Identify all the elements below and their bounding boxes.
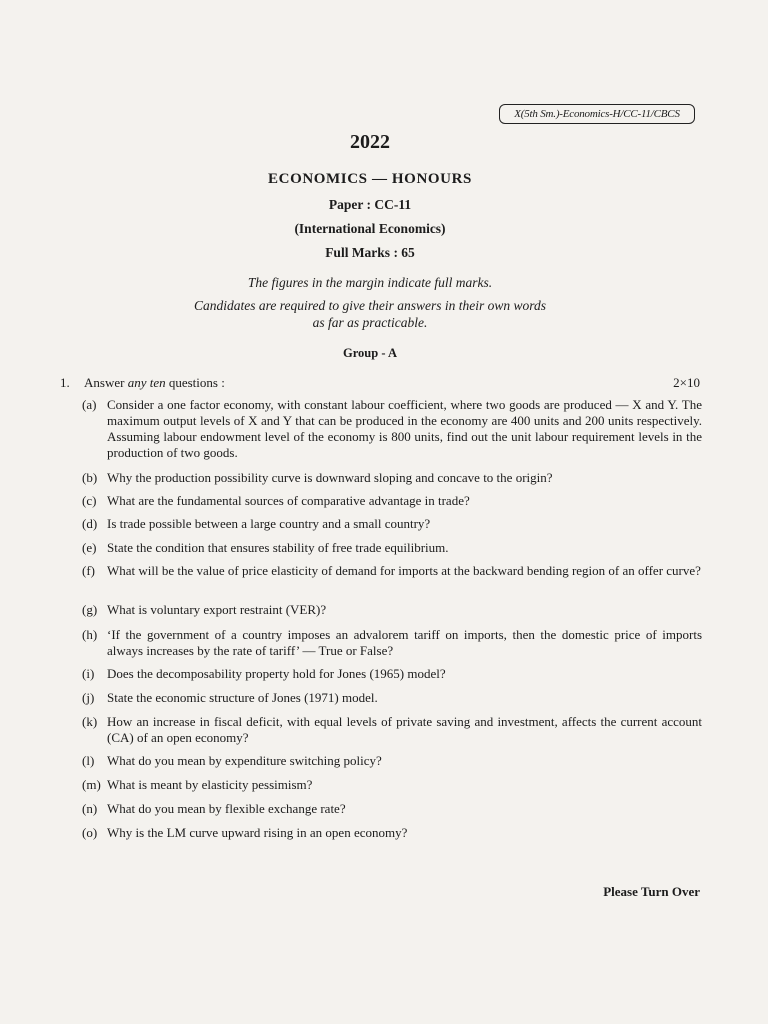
item-text: What will be the value of price elasticity of demand for imports at the backward bending region of an offer curve?: [107, 563, 701, 578]
question-number: 1.: [60, 375, 70, 390]
item-text: Is trade possible between a large country and a small country?: [107, 516, 431, 531]
item-label: (l): [82, 753, 95, 768]
full-marks: Full Marks : 65: [325, 245, 415, 260]
item-text: What do you mean by expenditure switching policy?: [107, 753, 382, 768]
question-item-g: [82, 602, 702, 618]
question-item-f: [82, 563, 702, 579]
item-text: Why the production possibility curve is downward sloping and concave to the origin?: [107, 470, 553, 485]
question-item-d: [82, 516, 702, 532]
item-label: (d): [82, 516, 98, 531]
item-text: Does the decomposability property hold for Jones (1965) model?: [107, 666, 446, 681]
item-text: State the condition that ensures stability of free trade equilibrium.: [107, 540, 449, 555]
item-text: Consider a one factor economy, with constant labour coefficient, where two goods are produced — X and Y. The maximum output levels of X and Y that can be produced in the economy are 400 units and 200 units respectively. Assuming labour endowment level of the economy is 800 units, find out the unit labour requirement levels in the production of two goods.: [107, 397, 702, 460]
item-text: What are the fundamental sources of comparative advantage in trade?: [107, 493, 470, 508]
question-item-k: [82, 714, 702, 746]
question-item-a: [82, 397, 702, 461]
question-item-l: [82, 753, 702, 769]
instruction-line-3: as far as practicable.: [312, 315, 428, 330]
item-label: (h): [82, 627, 98, 642]
item-text: What do you mean by flexible exchange rate?: [107, 801, 346, 816]
question-item-b: [82, 470, 702, 486]
question-item-n: [82, 801, 702, 817]
please-turn-over: Please Turn Over: [603, 884, 700, 899]
paper-code: X(5th Sm.)-Economics-H/CC-11/CBCS: [499, 104, 695, 124]
question-item-j: [82, 690, 702, 706]
item-text: What is voluntary export restraint (VER)?: [107, 602, 327, 617]
question-item-i: [82, 666, 702, 682]
item-label: (m): [82, 777, 101, 792]
item-text: State the economic structure of Jones (1971) model.: [107, 690, 378, 705]
item-text: How an increase in fiscal deficit, with equal levels of private saving and investment, affects the current account (CA) of an open economy?: [107, 714, 702, 745]
instruction-line-1: The figures in the margin indicate full marks.: [247, 275, 493, 290]
paper-number: Paper : CC-11: [328, 197, 412, 212]
item-label: (c): [82, 493, 97, 508]
group-heading: Group - A: [343, 346, 397, 360]
subject-title: ECONOMICS — HONOURS: [268, 171, 472, 187]
item-text: What is meant by elasticity pessimism?: [107, 777, 313, 792]
question-marks: 2×10: [673, 375, 700, 390]
item-label: (b): [82, 470, 98, 485]
item-label: (e): [82, 540, 97, 555]
question-emphasis: any ten: [127, 375, 166, 390]
question-item-e: [82, 540, 702, 556]
exam-year: 2022: [350, 131, 390, 153]
question-item-h: [82, 627, 702, 659]
item-text: Why is the LM curve upward rising in an open economy?: [107, 825, 408, 840]
item-label: (i): [82, 666, 95, 681]
question-item-c: [82, 493, 702, 509]
item-label: (k): [82, 714, 98, 729]
question-item-o: [82, 825, 702, 841]
item-label: (o): [82, 825, 98, 840]
question-instruction: Answer any ten questions :: [84, 375, 225, 390]
instruction-line-2: Candidates are required to give their answers in their own words: [194, 298, 546, 313]
item-label: (n): [82, 801, 98, 816]
item-label: (a): [82, 397, 97, 412]
course-name: (International Economics): [294, 221, 446, 236]
item-label: (j): [82, 690, 95, 705]
question-item-m: [82, 777, 702, 793]
item-label: (f): [82, 563, 95, 578]
item-label: (g): [82, 602, 98, 617]
item-text: ‘If the government of a country imposes an advalorem tariff on imports, then the domestic price of imports always increases by the rate of tariff’ — True or False?: [107, 627, 702, 658]
